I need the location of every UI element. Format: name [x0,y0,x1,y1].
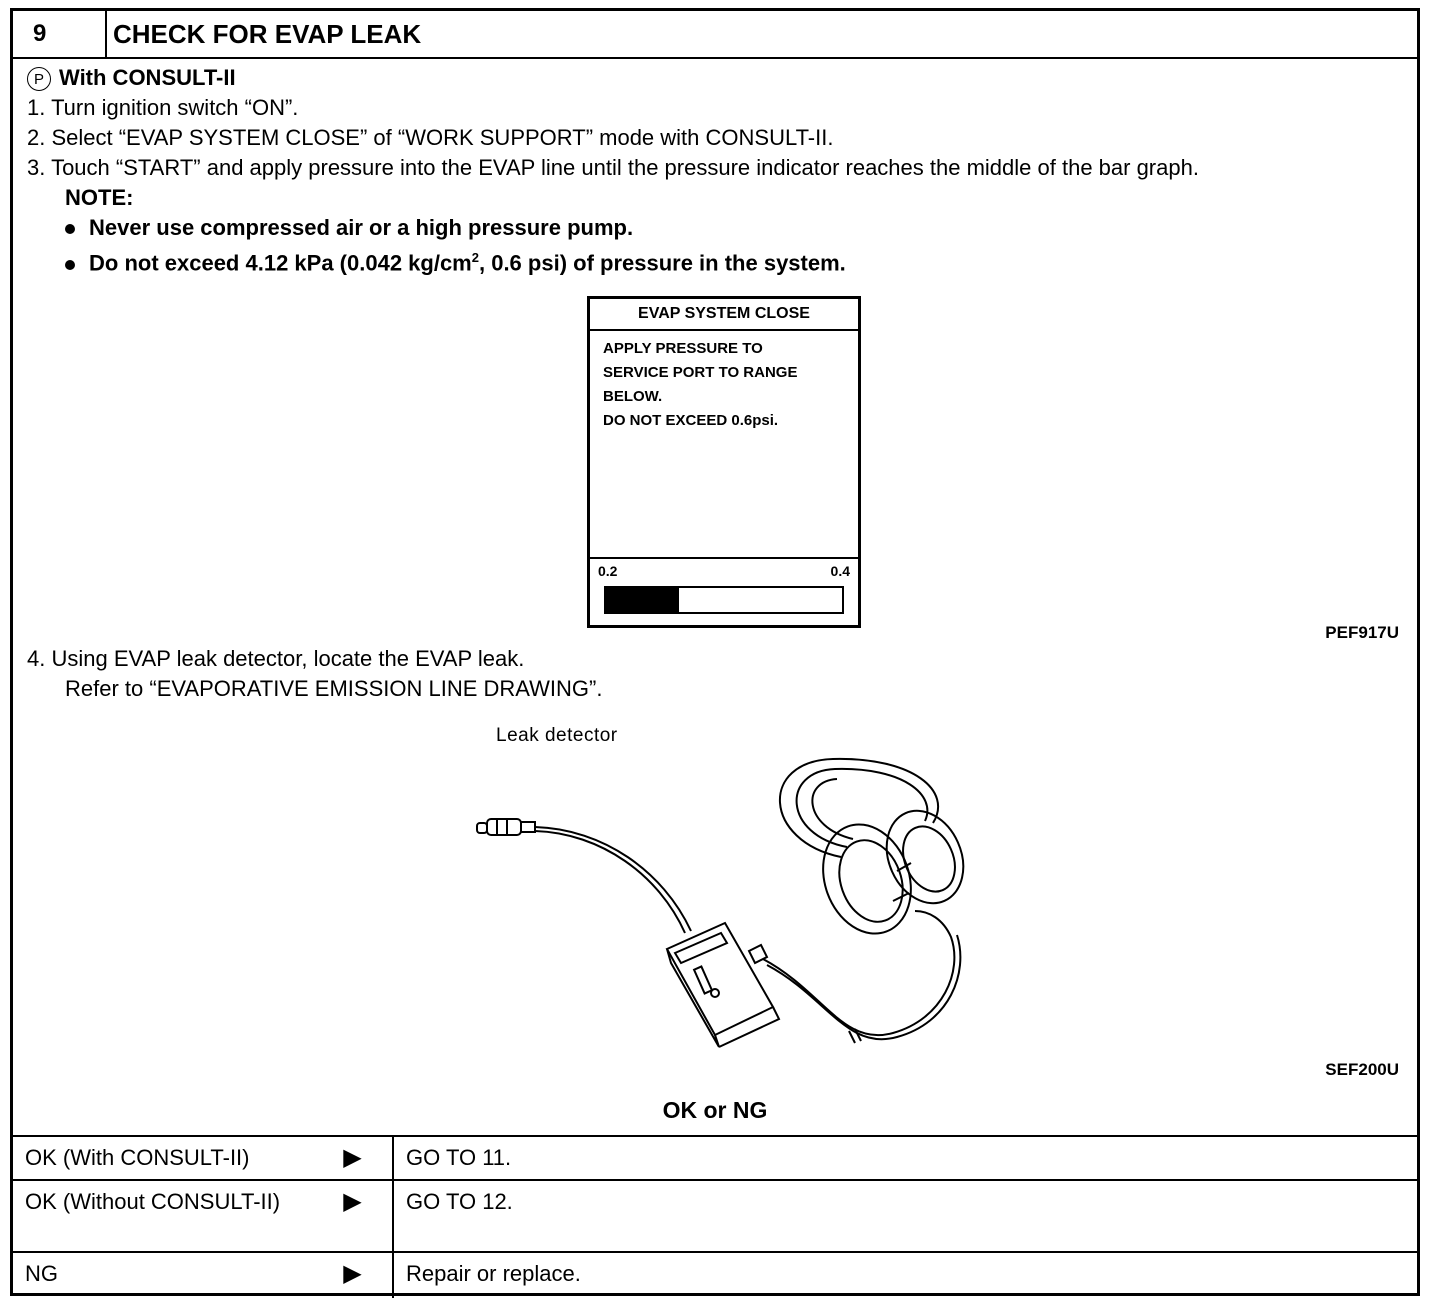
screen-message-line: DO NOT EXCEED 0.6psi. [603,412,779,429]
result-action: Repair or replace. [393,1252,1417,1298]
result-row [13,1136,1417,1180]
arrow-icon: ▶ [313,1136,393,1180]
procedure-frame [10,8,1420,1296]
consult-heading: With CONSULT-II [59,65,236,90]
step-4-refer: Refer to “EVAPORATIVE EMISSION LINE DRAWING”. [65,676,603,701]
ok-or-ng-heading: OK or NG [662,1097,768,1123]
screen-message-line: SERVICE PORT TO RANGE [603,364,798,381]
result-row [13,1252,1417,1298]
step-title: CHECK FOR EVAP LEAK [113,19,422,49]
leak-detector-illustration [463,751,983,1051]
step-number: 9 [13,11,107,57]
result-action: GO TO 11. [393,1136,1417,1180]
consult-heading-line [27,63,236,93]
note-2-prefix: Do not exceed 4.12 kPa (0.042 kg/cm [89,250,472,276]
figure-code-screen: PEF917U [1325,623,1399,642]
screen-message-line: APPLY PRESSURE TO [603,340,763,357]
pressure-bar-fill [606,588,679,612]
result-condition: NG [13,1252,313,1298]
note-2-superscript: 2 [471,250,479,265]
bullet-icon [65,224,75,234]
step-3: 3. Touch “START” and apply pressure into the EVAP line until the pressure indicator reaches the middle of the bar graph. [27,155,1199,180]
result-condition: OK (With CONSULT-II) [13,1136,313,1180]
scale-max-label: 0.4 [830,563,850,579]
arrow-icon: ▶ [313,1252,393,1298]
arrow-icon: ▶ [313,1180,393,1252]
figure-code-detector: SEF200U [1325,1060,1399,1079]
step-4: 4. Using EVAP leak detector, locate the EVAP leak. [27,646,525,671]
screen-title: EVAP SYSTEM CLOSE [590,299,858,331]
note-label: NOTE: [65,185,134,210]
scale-min-label: 0.2 [598,563,618,579]
result-condition: OK (Without CONSULT-II) [13,1180,313,1252]
bullet-icon [65,260,75,270]
note-2-suffix: , 0.6 psi) of pressure in the system. [478,250,846,276]
leak-detector-label: Leak detector [496,725,618,746]
note-1 [65,213,633,243]
result-table [13,1135,1417,1298]
screen-message [603,337,797,433]
pressure-bar-area [590,557,858,625]
result-action: GO TO 12. [393,1180,1417,1252]
evap-system-close-screen [587,296,861,628]
note-1-text: Never use compressed air or a high pressure pump. [89,215,634,240]
consult-icon: P [27,67,51,91]
step-2: 2. Select “EVAP SYSTEM CLOSE” of “WORK SUPPORT” mode with CONSULT-II. [27,125,834,150]
note-2 [65,243,846,278]
step-1: 1. Turn ignition switch “ON”. [27,95,299,120]
result-row [13,1180,1417,1252]
step-header [13,11,1417,59]
screen-message-line: BELOW. [603,388,663,405]
pressure-bar [604,586,844,614]
